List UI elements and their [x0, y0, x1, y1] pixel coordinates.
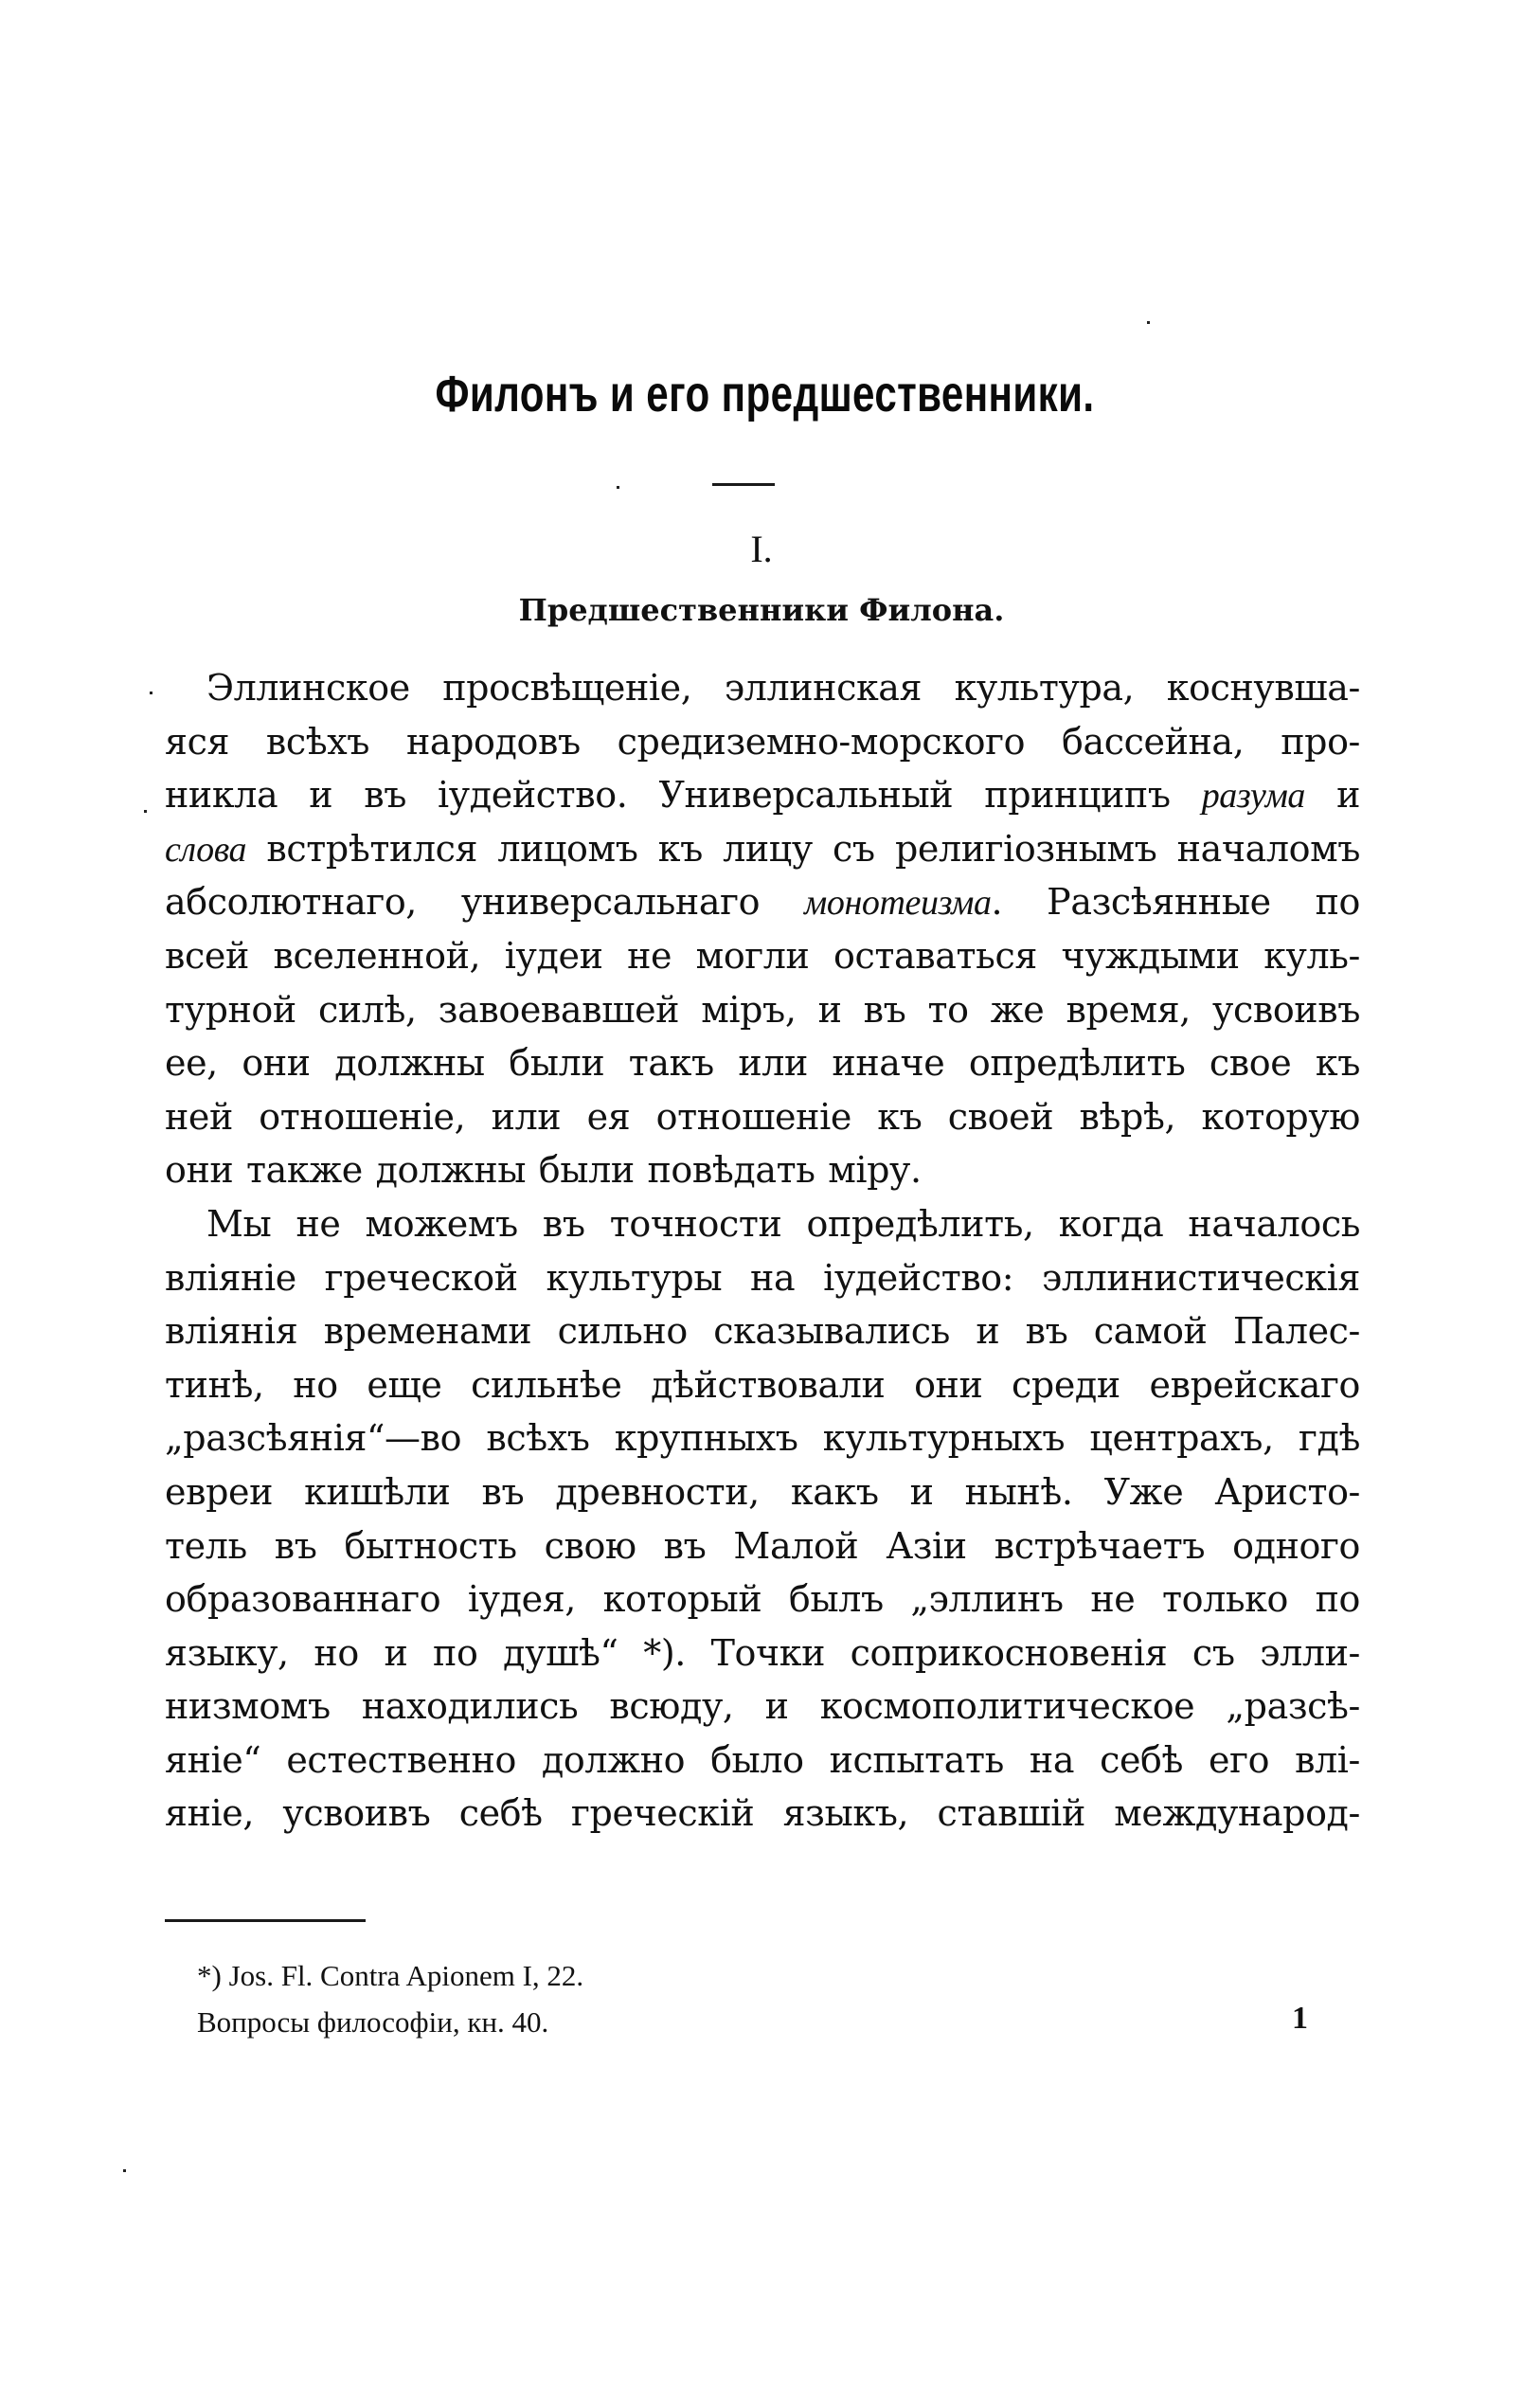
emphasis: разума — [1201, 776, 1306, 817]
section-number: I. — [750, 528, 773, 570]
text-line: яніе, усвоивъ себѣ греческій языкъ, ставшій международ- — [165, 1792, 1360, 1835]
text-line: всей вселенной, іудеи не могли оставаться чуждыми куль- — [165, 934, 1360, 977]
title-divider — [712, 483, 775, 486]
text-line: турной силѣ, завоевавшей міръ, и въ то же время, усвоивъ — [165, 988, 1360, 1031]
page-number: 1 — [1292, 2001, 1308, 2036]
text-line: абсолютнаго, универсальнаго монотеизма. Разсѣянные по — [165, 881, 1360, 924]
text-line: яся всѣхъ народовъ средиземно-морского бассейна, про- — [165, 720, 1360, 763]
text-line: низмомъ находились всюду, и космополитическое „разсѣ- — [165, 1685, 1360, 1728]
text-line: образованнаго іудея, который былъ „эллинъ не только по — [165, 1578, 1360, 1621]
scan-speck — [144, 810, 147, 813]
text-line: вліянія временами сильно сказывались и въ самой Палес- — [165, 1310, 1360, 1353]
section-heading: Предшественники Филона. — [518, 592, 1005, 628]
text-line: ней отношеніе, или ея отношеніе къ своей вѣрѣ, которую — [165, 1095, 1360, 1138]
text-line: яніе“ естественно должно было испытать на себѣ его влі- — [165, 1738, 1360, 1781]
text-line: тинѣ, но еще сильнѣе дѣйствовали они среди еврейскаго — [165, 1363, 1360, 1406]
text-line: языку, но и по душѣ“ *). Точки соприкосновенія съ элли- — [165, 1631, 1360, 1674]
text-line: тель въ бытность свою въ Малой Азіи встрѣчаетъ одного — [165, 1524, 1360, 1567]
text-line: ее, они должны были такъ или иначе опредѣлить свое къ — [165, 1042, 1360, 1085]
emphasis: слова — [165, 829, 247, 870]
text-line: Мы не можемъ въ точности опредѣлить, когда началось — [206, 1202, 1360, 1245]
text-line: „разсѣянія“—во всѣхъ крупныхъ культурныхъ центрахъ, гдѣ — [165, 1417, 1360, 1460]
emphasis: монотеизма — [804, 883, 992, 924]
text-line: евреи кишѣли въ древности, какъ и нынѣ. Уже Аристо- — [165, 1470, 1360, 1513]
text-line: вліяніе греческой культуры на іудейство: эллинистическія — [165, 1256, 1360, 1299]
scan-speck — [1147, 321, 1150, 324]
text-line: Эллинское просвѣщеніе, эллинская культура, коснувша- — [206, 667, 1360, 709]
scan-speck — [617, 486, 619, 489]
journal-signature: Вопросы философіи, кн. 40. — [197, 2005, 549, 2039]
scan-speck — [123, 2169, 126, 2172]
page-title: Филонъ и его предшественники. — [435, 366, 1095, 422]
text-line: они также должны были повѣдать міру. — [165, 1149, 922, 1192]
text-line: слова встрѣтился лицомъ къ лицу съ религіознымъ началомъ — [165, 827, 1360, 870]
text-line: никла и въ іудейство. Универсальный принципъ разума и — [165, 774, 1360, 817]
body-text — [165, 661, 1360, 1841]
scan-speck — [150, 692, 152, 694]
footnote: *) Jos. Fl. Contra Apionem I, 22. — [197, 1959, 584, 1992]
footnote-divider — [165, 1919, 366, 1922]
